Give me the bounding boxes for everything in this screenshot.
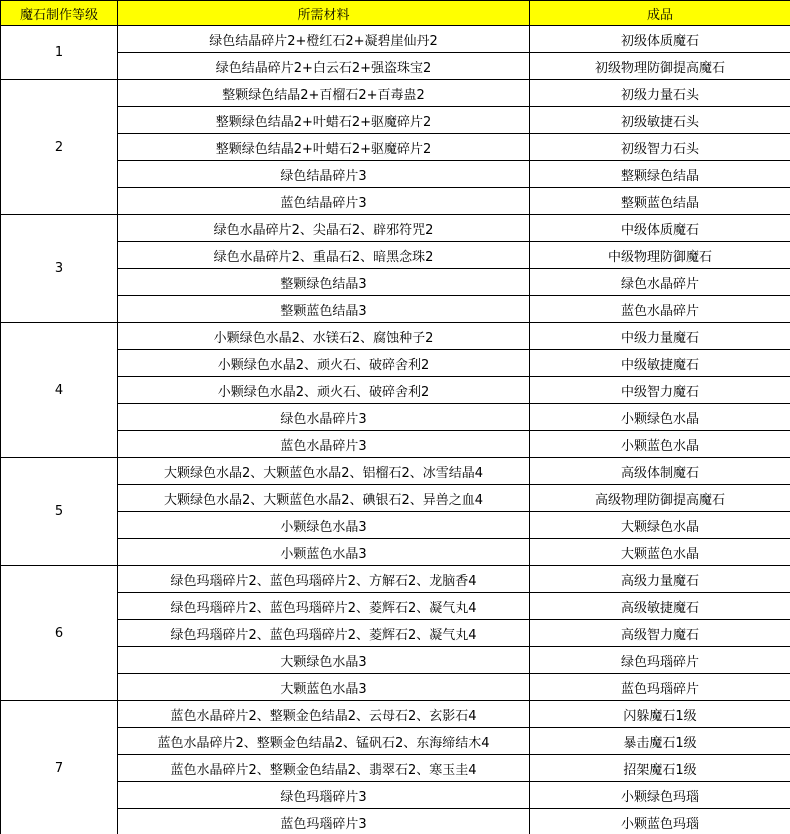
materials-cell: 大颗绿色水晶2、大颗蓝色水晶2、铝榴石2、冰雪结晶4 <box>118 458 530 485</box>
header-level: 魔石制作等级 <box>1 1 118 26</box>
materials-cell: 整颗绿色结晶2+百榴石2+百毒蛊2 <box>118 80 530 107</box>
header-row <box>1 1 790 26</box>
product-cell: 大颗绿色水晶 <box>530 512 790 539</box>
materials-cell: 绿色水晶碎片2、尖晶石2、辟邪符咒2 <box>118 215 530 242</box>
product-cell: 初级力量石头 <box>530 80 790 107</box>
table-body <box>1 26 790 834</box>
product-cell: 初级敏捷石头 <box>530 107 790 134</box>
level-cell: 7 <box>1 701 118 834</box>
materials-cell: 小颗绿色水晶2、顽火石、破碎舍利2 <box>118 377 530 404</box>
header-product: 成品 <box>530 1 790 26</box>
materials-cell: 整颗绿色结晶3 <box>118 269 530 296</box>
materials-cell: 整颗绿色结晶2+叶蜡石2+驱魔碎片2 <box>118 107 530 134</box>
product-cell: 蓝色水晶碎片 <box>530 296 790 323</box>
table-row <box>1 323 790 350</box>
materials-cell: 绿色结晶碎片3 <box>118 161 530 188</box>
product-cell: 中级智力魔石 <box>530 377 790 404</box>
table-row <box>1 620 790 647</box>
product-cell: 暴击魔石1级 <box>530 728 790 755</box>
materials-cell: 绿色玛瑙碎片2、蓝色玛瑙碎片2、菱辉石2、凝气丸4 <box>118 620 530 647</box>
product-cell: 绿色水晶碎片 <box>530 269 790 296</box>
materials-cell: 绿色结晶碎片2+白云石2+强盗珠宝2 <box>118 53 530 80</box>
table-row <box>1 80 790 107</box>
table-row <box>1 539 790 566</box>
level-cell: 5 <box>1 458 118 566</box>
table-row <box>1 26 790 53</box>
table-row <box>1 350 790 377</box>
materials-cell: 小颗蓝色水晶3 <box>118 539 530 566</box>
table-row <box>1 377 790 404</box>
materials-cell: 绿色玛瑙碎片3 <box>118 782 530 809</box>
product-cell: 初级智力石头 <box>530 134 790 161</box>
level-cell: 1 <box>1 26 118 80</box>
table-row <box>1 53 790 80</box>
materials-cell: 小颗绿色水晶2、顽火石、破碎舍利2 <box>118 350 530 377</box>
product-cell: 中级敏捷魔石 <box>530 350 790 377</box>
product-cell: 整颗蓝色结晶 <box>530 188 790 215</box>
materials-cell: 大颗绿色水晶3 <box>118 647 530 674</box>
table-row <box>1 242 790 269</box>
product-cell: 小颗绿色水晶 <box>530 404 790 431</box>
product-cell: 中级力量魔石 <box>530 323 790 350</box>
level-cell: 3 <box>1 215 118 323</box>
table-row <box>1 404 790 431</box>
product-cell: 绿色玛瑙碎片 <box>530 647 790 674</box>
table-row <box>1 566 790 593</box>
materials-cell: 绿色结晶碎片2+橙红石2+凝碧崖仙丹2 <box>118 26 530 53</box>
table-row <box>1 458 790 485</box>
table-row <box>1 431 790 458</box>
materials-cell: 蓝色玛瑙碎片3 <box>118 809 530 834</box>
materials-cell: 蓝色水晶碎片3 <box>118 431 530 458</box>
table-row <box>1 215 790 242</box>
product-cell: 大颗蓝色水晶 <box>530 539 790 566</box>
product-cell: 小颗蓝色水晶 <box>530 431 790 458</box>
header-materials: 所需材料 <box>118 1 530 26</box>
product-cell: 中级体质魔石 <box>530 215 790 242</box>
table-row <box>1 674 790 701</box>
level-cell: 4 <box>1 323 118 458</box>
product-cell: 高级敏捷魔石 <box>530 593 790 620</box>
table-row <box>1 134 790 161</box>
table-row <box>1 485 790 512</box>
product-cell: 初级体质魔石 <box>530 26 790 53</box>
product-cell: 小颗绿色玛瑙 <box>530 782 790 809</box>
materials-cell: 绿色水晶碎片3 <box>118 404 530 431</box>
materials-cell: 蓝色水晶碎片2、整颗金色结晶2、云母石2、玄影石4 <box>118 701 530 728</box>
materials-cell: 大颗绿色水晶2、大颗蓝色水晶2、碘银石2、异兽之血4 <box>118 485 530 512</box>
table-row <box>1 809 790 834</box>
table-row <box>1 593 790 620</box>
materials-cell: 绿色玛瑙碎片2、蓝色玛瑙碎片2、菱辉石2、凝气丸4 <box>118 593 530 620</box>
table-row <box>1 107 790 134</box>
materials-cell: 绿色水晶碎片2、重晶石2、暗黑念珠2 <box>118 242 530 269</box>
table-row <box>1 755 790 782</box>
product-cell: 高级物理防御提高魔石 <box>530 485 790 512</box>
materials-cell: 蓝色水晶碎片2、整颗金色结晶2、锰矾石2、东海缔结木4 <box>118 728 530 755</box>
table-row <box>1 647 790 674</box>
product-cell: 初级物理防御提高魔石 <box>530 53 790 80</box>
product-cell: 小颗蓝色玛瑙 <box>530 809 790 834</box>
materials-cell: 蓝色结晶碎片3 <box>118 188 530 215</box>
level-cell: 6 <box>1 566 118 701</box>
product-cell: 蓝色玛瑙碎片 <box>530 674 790 701</box>
materials-cell: 整颗蓝色结晶3 <box>118 296 530 323</box>
product-cell: 高级智力魔石 <box>530 620 790 647</box>
table-row <box>1 512 790 539</box>
table-row <box>1 701 790 728</box>
table-row <box>1 782 790 809</box>
materials-cell: 蓝色水晶碎片2、整颗金色结晶2、翡翠石2、寒玉圭4 <box>118 755 530 782</box>
table-row <box>1 728 790 755</box>
materials-cell: 绿色玛瑙碎片2、蓝色玛瑙碎片2、方解石2、龙脑香4 <box>118 566 530 593</box>
product-cell: 整颗绿色结晶 <box>530 161 790 188</box>
materials-cell: 小颗绿色水晶3 <box>118 512 530 539</box>
table-row <box>1 188 790 215</box>
materials-cell: 大颗蓝色水晶3 <box>118 674 530 701</box>
level-cell: 2 <box>1 80 118 215</box>
table-row <box>1 296 790 323</box>
product-cell: 高级体制魔石 <box>530 458 790 485</box>
product-cell: 闪躲魔石1级 <box>530 701 790 728</box>
product-cell: 招架魔石1级 <box>530 755 790 782</box>
table-row <box>1 161 790 188</box>
product-cell: 中级物理防御魔石 <box>530 242 790 269</box>
product-cell: 高级力量魔石 <box>530 566 790 593</box>
materials-cell: 小颗绿色水晶2、水镁石2、腐蚀种子2 <box>118 323 530 350</box>
materials-cell: 整颗绿色结晶2+叶蜡石2+驱魔碎片2 <box>118 134 530 161</box>
table-row <box>1 269 790 296</box>
